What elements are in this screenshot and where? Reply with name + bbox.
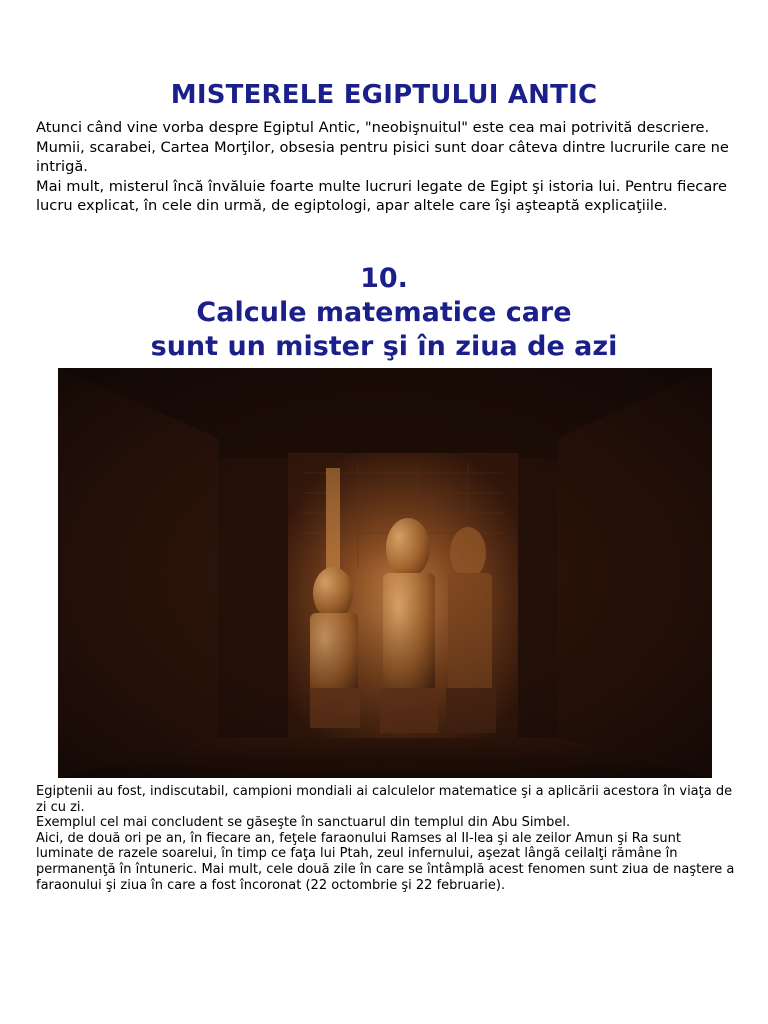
intro-paragraph: Atunci când vine vorba despre Egiptul Antic, "neobişnuitul" este cea mai potrivită descriere. (36, 119, 710, 136)
intro-text (36, 118, 736, 216)
section-number: 10. (360, 263, 408, 294)
section-title-line-1: Calcule matematice care (196, 297, 572, 328)
body-paragraph: Aici, de două ori pe an, în fiecare an, feţele faraonului Ramses al II-lea şi ale zeilor Amun şi Ra sunt luminate de razele soarelui, în timp ce faţa lui Ptah, zeul infernului, aşezat lângă ceilalţi rămâne în permanenţă în întuneric. Mai mult, cele două zile în care se întâmplă acest fenomen sunt ziua de naştere a faraonului şi ziua în care a fost încoronat (22 octombrie şi 22 februarie). (36, 830, 735, 893)
section-heading (0, 262, 768, 364)
body-paragraph: Egiptenii au fost, indiscutabil, campioni mondiali ai calculelor matematice şi a aplicării acestora în viaţa de zi cu zi. (36, 784, 733, 815)
sanctuary-illustration (58, 368, 712, 778)
sanctuary-photo (58, 368, 712, 778)
intro-paragraph: Mai mult, misterul încă învăluie foarte multe lucruri legate de Egipt şi istoria lui. Pentru fiecare lucru explicat, în cele din urmă, de egiptologi, apar altele care îşi aşteaptă explicaţiile. (36, 177, 727, 214)
page-title: MISTERELE EGIPTULUI ANTIC (170, 80, 598, 110)
body-paragraph: Exemplul cel mai concludent se găseşte în sanctuarul din templul din Abu Simbel. (36, 815, 571, 831)
section-title-line-2: sunt un mister şi în ziua de azi (150, 331, 618, 362)
intro-paragraph: Mumii, scarabei, Cartea Morţilor, obsesia pentru pisici sunt doar câteva dintre lucrurile care ne intrigă. (36, 138, 729, 175)
body-text (36, 784, 736, 893)
